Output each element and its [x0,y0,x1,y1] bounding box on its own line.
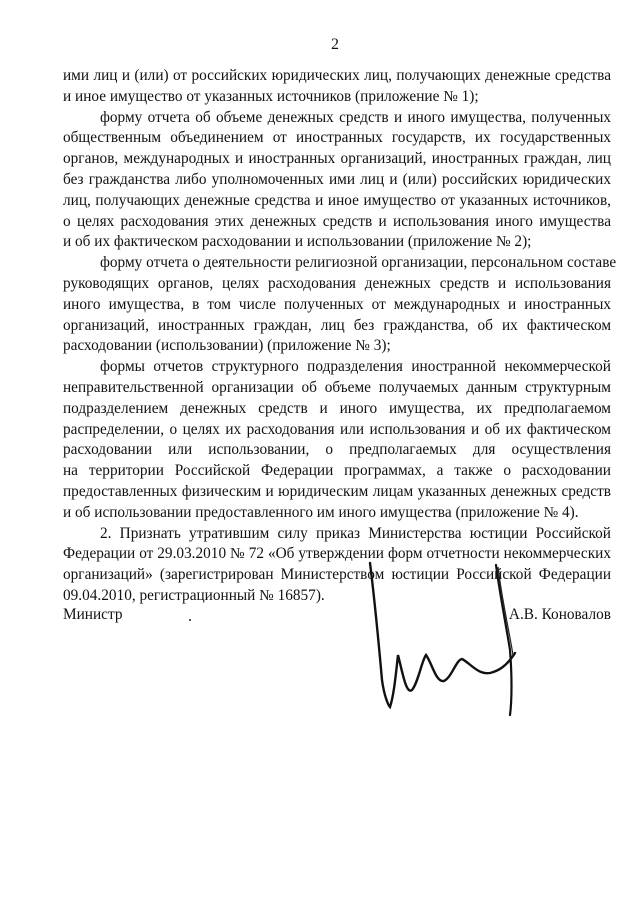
text-line: форму отчета о деятельности религиозной организации, персональном составе [100,254,617,272]
scan-speck [189,619,191,621]
paragraph [63,253,617,357]
text-line: 09.04.2010, регистрационный № 16857). [63,586,325,604]
text-line: руководящих органов, целях расходования денежных средств и использования [63,274,611,292]
signatory-title: Министр [63,606,123,623]
text-line: на территории Российской Федерации программах, а также о расходовании [63,462,611,480]
text-line: о целях расходования этих денежных средств и использования иного имущества [63,212,611,230]
text-line: формы отчетов структурного подразделения иностранной некоммерческой [100,358,611,376]
text-line: и об их фактическом расходовании и использовании (приложение № 2); [63,233,532,251]
text-line: форму отчета об объеме денежных средств и иного имущества, полученных [100,108,611,126]
text-line: организаций, иностранных граждан, лиц без гражданства, об их фактическом [63,316,611,334]
text-line: подразделением денежных средств и иного имущества, их предполагаемом [63,399,611,417]
text-line: Федерации от 29.03.2010 № 72 «Об утверждении форм отчетности некоммерческих [63,545,611,563]
handwritten-signature [360,555,540,725]
text-line: лиц, получающих денежные средства и иное имущество от указанных источников, [63,191,611,209]
signatory-name: А.В. Коновалов [508,606,611,623]
text-line: расходовании или использовании, о предполагаемых для осуществления [63,441,611,459]
document-body [63,66,617,607]
text-line: предоставленных физическим и юридическим лицам указанных денежных средств [63,482,611,500]
text-line: распределении, о целях их расходования или использования и об их фактическом [63,420,611,438]
text-line: организаций» (зарегистрирован Министерством юстиции Российской Федерации [63,566,611,584]
text-line: ими лиц и (или) от российских юридических лиц, получающих денежные средства [63,67,611,84]
paragraph [63,357,611,523]
text-line: неправительственной организации об объеме получаемых данным структурным [63,378,611,396]
text-line: и об использовании предоставленного им иного имущества (приложение № 4). [63,503,579,521]
text-line: органов, международных и иностранных организаций, иностранных граждан, лиц [63,150,611,168]
text-line: и иное имущество от указанных источников (приложение № 1); [63,87,479,105]
text-line: без гражданства либо уполномоченных ими лиц и (или) российских юридических [63,170,611,188]
text-line: 2. Признать утратившим силу приказ Министерства юстиции Российской [100,524,611,542]
text-line: общественным объединением от иностранных государств, их государственных [63,129,611,147]
text-line: расходовании (использовании) (приложение № 3); [63,337,391,355]
paragraph [63,66,611,108]
paragraph [63,108,611,254]
page-number: 2 [331,36,339,53]
text-line: иного имущества, в том числе полученных от международных и иностранных [63,295,611,313]
